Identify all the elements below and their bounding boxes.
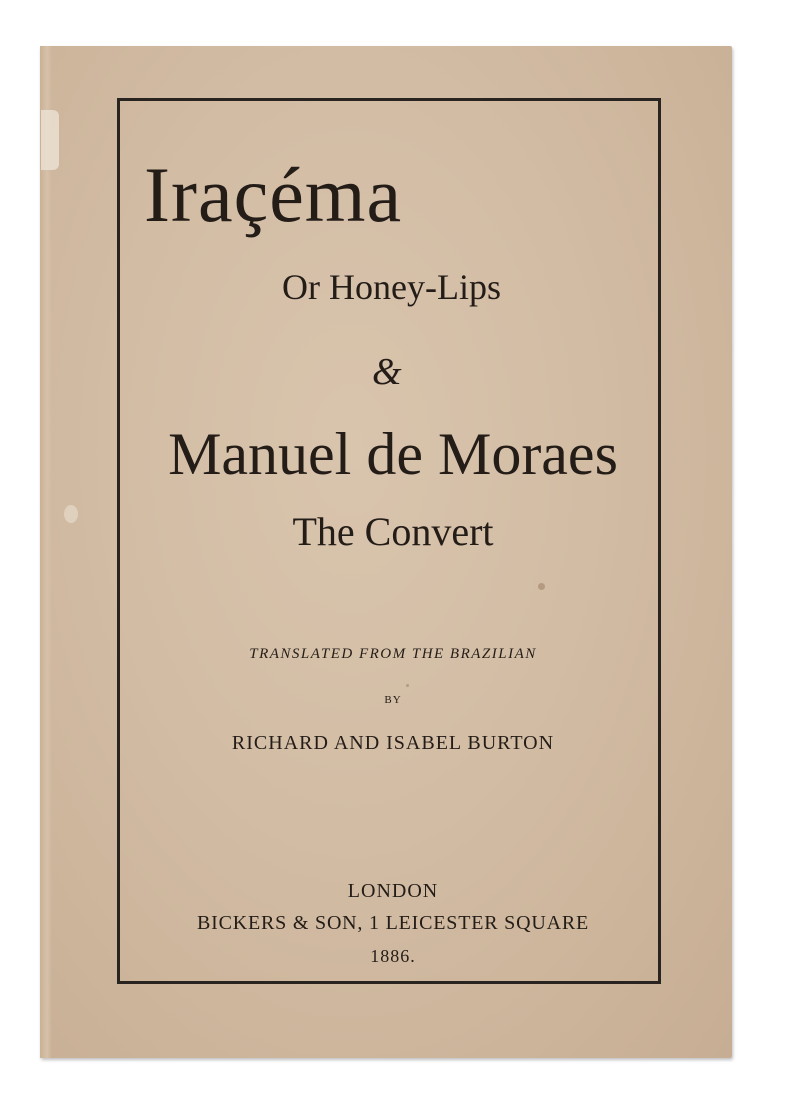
spine-tear [41,110,59,170]
book-subtitle: Or Honey-Lips [282,267,501,307]
publication-city: LONDON [347,880,439,902]
publication-year: 1886. [370,946,416,966]
authors: RICHARD AND ISABEL BURTON [231,732,555,754]
ampersand: & [372,351,402,393]
book-title: Iraçéma [144,151,403,238]
paper-blemish [64,505,78,523]
second-title: Manuel de Moraes [168,421,618,487]
spine-edge [40,46,52,1058]
second-subtitle: The Convert [292,509,494,554]
translated-line: TRANSLATED FROM THE BRAZILIAN [249,646,537,662]
publisher: BICKERS & SON, 1 LEICESTER SQUARE [197,912,589,934]
by-line: BY [384,694,402,706]
